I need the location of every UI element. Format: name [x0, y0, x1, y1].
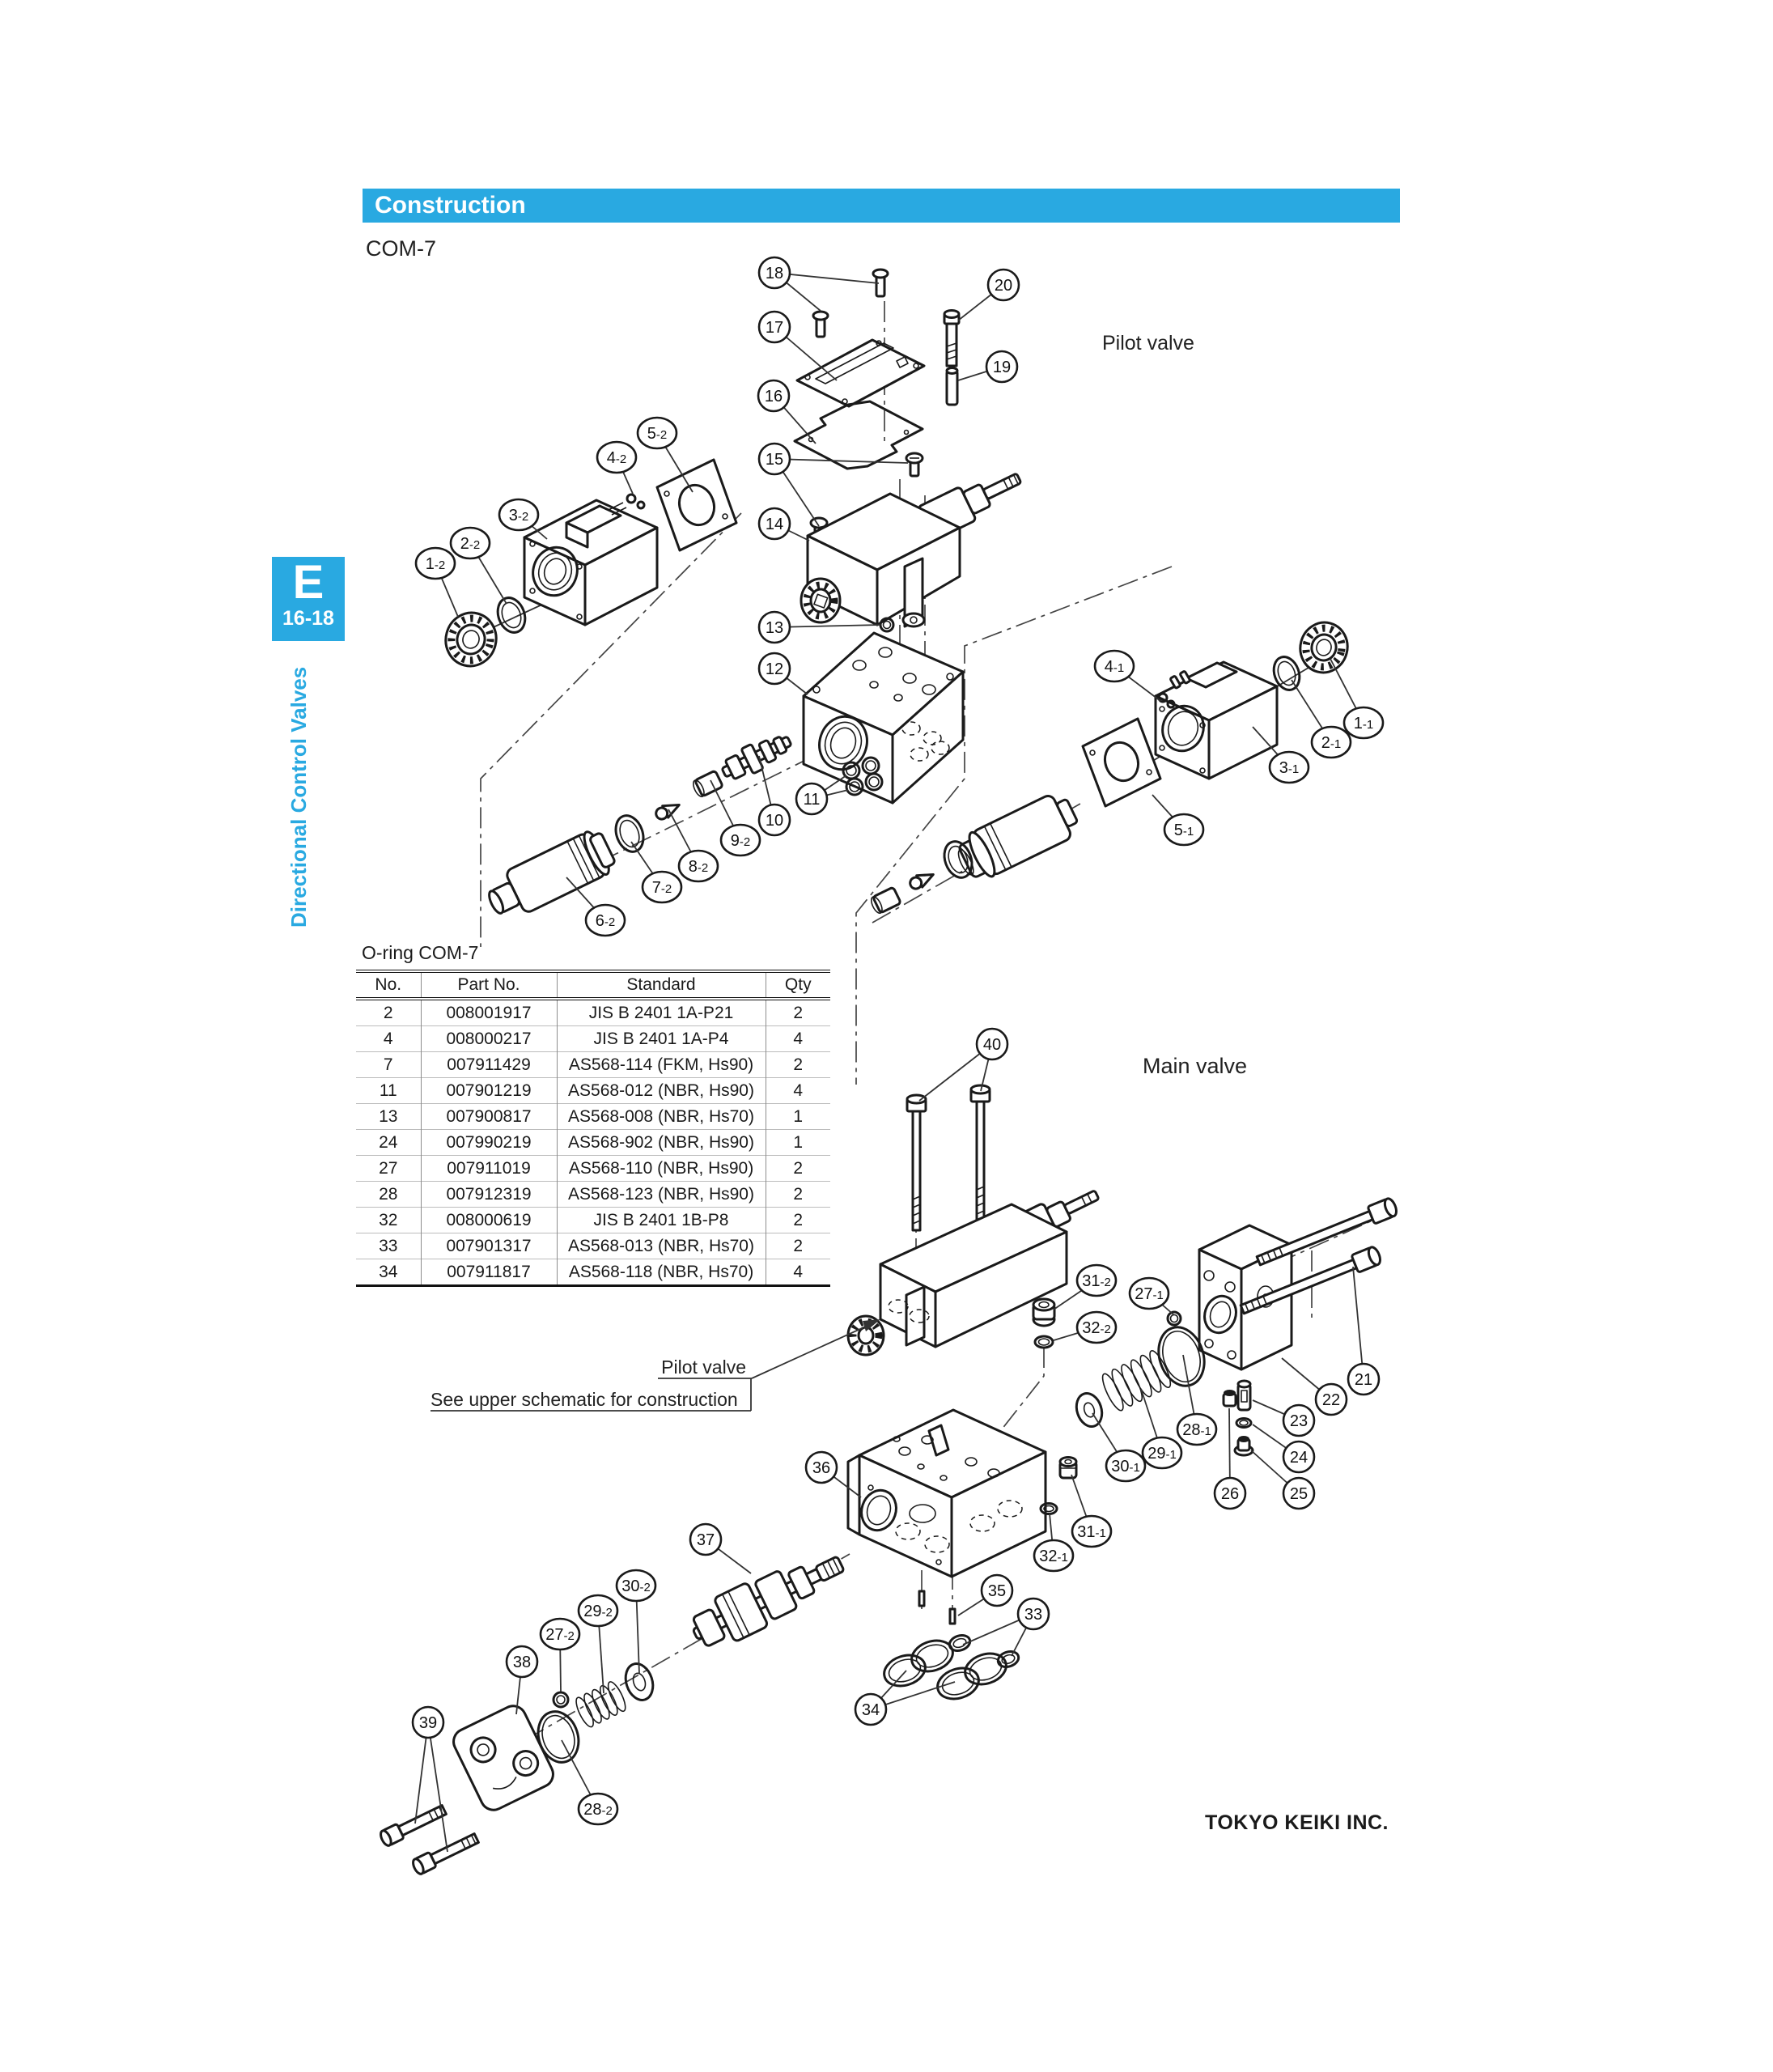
balloon-39 — [413, 1707, 443, 1738]
balloon-10 — [759, 805, 790, 835]
oring-24-icon — [1236, 1419, 1251, 1428]
table-cell: 2 — [766, 1182, 830, 1208]
sleeve-9-1-icon — [869, 887, 901, 915]
solenoid-housing-3-2-icon — [524, 495, 657, 625]
screw-18b-icon — [813, 312, 828, 337]
table-cell: 11 — [356, 1078, 421, 1104]
pilot-spool-10-icon — [718, 728, 795, 785]
balloon-4-1 — [1095, 651, 1134, 681]
svg-text:27-1: 27-1 — [1135, 1285, 1164, 1303]
balloon-33 — [1018, 1599, 1049, 1629]
svg-text:23: 23 — [1289, 1412, 1309, 1430]
svg-text:40: 40 — [982, 1036, 1002, 1054]
svg-text:9-2: 9-2 — [730, 832, 751, 850]
main-spool-37-icon — [685, 1542, 851, 1657]
column-header: Part No. — [421, 971, 557, 999]
washer-30-1-icon — [1072, 1390, 1106, 1429]
svg-text:35: 35 — [987, 1582, 1007, 1600]
svg-text:2-2: 2-2 — [460, 535, 481, 553]
svg-text:12: 12 — [765, 660, 784, 678]
table-cell: JIS B 2401 1A-P21 — [557, 999, 766, 1026]
svg-text:30-2: 30-2 — [621, 1577, 651, 1595]
balloon-31-1 — [1072, 1516, 1111, 1547]
column-header: No. — [356, 971, 421, 999]
table-row — [356, 1156, 830, 1182]
svg-text:17: 17 — [765, 319, 784, 337]
svg-text:3-2: 3-2 — [508, 507, 529, 524]
table-row — [356, 1026, 830, 1052]
svg-text:37: 37 — [696, 1531, 715, 1549]
table-cell: 007990219 — [421, 1130, 557, 1156]
balloon-2-2 — [451, 528, 490, 558]
svg-text:14: 14 — [765, 516, 784, 533]
bolt-20-icon — [944, 311, 959, 367]
balloon-30-1 — [1106, 1450, 1145, 1481]
svg-text:33: 33 — [1024, 1606, 1043, 1624]
table-cell: 28 — [356, 1182, 421, 1208]
balloon-21 — [1348, 1364, 1379, 1395]
main-valve-body-icon — [848, 1410, 1046, 1624]
balloon-29-1 — [1143, 1437, 1181, 1468]
svg-text:21: 21 — [1354, 1371, 1373, 1389]
balloon-12 — [759, 653, 790, 684]
balloon-5-2 — [638, 418, 677, 448]
oring-set-34-icon — [880, 1636, 1011, 1704]
table-cell: 4 — [766, 1259, 830, 1286]
svg-text:29-2: 29-2 — [583, 1603, 613, 1620]
svg-text:2-1: 2-1 — [1321, 734, 1342, 752]
balloon-6-2 — [586, 905, 625, 936]
svg-text:10: 10 — [765, 812, 784, 830]
table-cell: AS568-012 (NBR, Hs90) — [557, 1078, 766, 1104]
balloon-16 — [758, 380, 789, 411]
balloon-5-1 — [1164, 814, 1203, 845]
balloon-23 — [1283, 1405, 1314, 1436]
table-cell: 4 — [766, 1026, 830, 1052]
table-cell: AS568-008 (NBR, Hs70) — [557, 1104, 766, 1130]
table-cell: 2 — [766, 1052, 830, 1078]
balloon-4-2 — [597, 442, 636, 473]
balloon-30-2 — [617, 1570, 655, 1601]
leader-line — [1353, 1267, 1364, 1379]
svg-text:24: 24 — [1289, 1449, 1309, 1467]
table-row — [356, 1052, 830, 1078]
poppet-8-2-icon — [654, 799, 682, 822]
table-row — [356, 1130, 830, 1156]
section-title: Construction — [375, 192, 526, 219]
balloon-13 — [759, 612, 790, 643]
spring-29-2-icon — [573, 1679, 629, 1729]
svg-text:19: 19 — [992, 359, 1012, 376]
table-cell: 4 — [766, 1078, 830, 1104]
svg-text:15: 15 — [765, 451, 784, 469]
pilot-valve-body-icon — [801, 461, 1027, 626]
bolt-40a-icon — [907, 1095, 926, 1230]
svg-text:5-1: 5-1 — [1173, 822, 1194, 839]
screw-15-icon — [906, 453, 923, 476]
svg-text:4-1: 4-1 — [1104, 658, 1125, 676]
oring-27-2-icon — [554, 1692, 568, 1707]
svg-text:31-1: 31-1 — [1077, 1523, 1106, 1541]
svg-text:28-1: 28-1 — [1182, 1421, 1211, 1439]
plug-26-icon — [1224, 1390, 1236, 1406]
table-cell: 4 — [356, 1026, 421, 1052]
svg-text:1-1: 1-1 — [1353, 715, 1374, 732]
table-cell: 1 — [766, 1104, 830, 1130]
table-cell: 008001917 — [421, 999, 557, 1026]
balloon-3-1 — [1270, 752, 1309, 783]
svg-text:32-1: 32-1 — [1039, 1548, 1068, 1565]
balloon-11 — [796, 783, 827, 814]
manifold-block-12-icon — [804, 633, 963, 803]
table-row — [356, 1078, 830, 1104]
main-valve-label: Main valve — [1143, 1054, 1248, 1078]
table-cell: 2 — [356, 999, 421, 1026]
balloon-28-2 — [579, 1794, 617, 1824]
table-cell: AS568-110 (NBR, Hs90) — [557, 1156, 766, 1182]
balloon-32-1 — [1034, 1540, 1073, 1571]
svg-text:16: 16 — [764, 388, 783, 405]
table-cell: 007911019 — [421, 1156, 557, 1182]
balloon-28-1 — [1177, 1414, 1216, 1445]
table-cell: 1 — [766, 1130, 830, 1156]
table-cell: AS568-123 (NBR, Hs90) — [557, 1182, 766, 1208]
table-cell: 008000619 — [421, 1208, 557, 1233]
section-tab — [272, 557, 345, 641]
svg-text:5-2: 5-2 — [647, 425, 668, 443]
table-cell: 13 — [356, 1104, 421, 1130]
oring-2-2-icon — [493, 594, 529, 636]
company-name: TOKYO KEIKI INC. — [1205, 1811, 1389, 1834]
model-code: COM-7 — [366, 236, 436, 261]
svg-text:7-2: 7-2 — [651, 879, 672, 897]
balloon-1-2 — [416, 548, 455, 579]
table-cell: 007901219 — [421, 1078, 557, 1104]
svg-text:11: 11 — [803, 791, 821, 809]
svg-text:30-1: 30-1 — [1111, 1458, 1140, 1475]
balloon-37 — [690, 1524, 721, 1555]
plug-31-2-icon — [1033, 1299, 1054, 1326]
table-cell: AS568-114 (FKM, Hs90) — [557, 1052, 766, 1078]
table-cell: AS568-118 (NBR, Hs70) — [557, 1259, 766, 1286]
svg-text:38: 38 — [512, 1654, 532, 1671]
table-row — [356, 1259, 830, 1286]
balloon-38 — [507, 1646, 537, 1677]
table-cell: 2 — [793, 1003, 804, 1022]
table-cell: 007912319 — [421, 1182, 557, 1208]
balloon-17 — [759, 312, 790, 342]
mounting-plate-5-1-icon — [1083, 719, 1160, 806]
balloon-27-1 — [1130, 1278, 1169, 1309]
svg-text:34: 34 — [861, 1701, 880, 1719]
sidebar-category-label: Directional Control Valves — [286, 666, 311, 928]
oring-7-2-icon — [611, 812, 648, 856]
table-row — [356, 1233, 830, 1259]
table-row — [356, 1208, 830, 1233]
table-row — [356, 1182, 830, 1208]
table-cell: 24 — [356, 1130, 421, 1156]
balloon-29-2 — [579, 1595, 617, 1626]
table-cell: JIS B 2401 1A-P4 — [557, 1026, 766, 1052]
balloon-19 — [986, 351, 1017, 382]
svg-text:18: 18 — [765, 265, 784, 282]
balloon-8-2 — [679, 851, 718, 881]
column-header: Standard — [557, 971, 766, 999]
svg-text:13: 13 — [765, 619, 784, 637]
svg-text:4-2: 4-2 — [606, 449, 627, 467]
svg-text:8-2: 8-2 — [688, 858, 709, 876]
pin-19-icon — [947, 368, 957, 405]
balloon-40 — [977, 1029, 1007, 1059]
oring-table-container — [356, 970, 830, 1287]
table-row — [356, 999, 830, 1026]
table-cell: 008000217 — [421, 1026, 557, 1052]
leader-line — [774, 459, 908, 463]
oring-parts-table — [356, 970, 830, 1287]
balloon-32-2 — [1077, 1312, 1116, 1343]
section-title-bar — [363, 189, 1400, 223]
balloon-26 — [1215, 1478, 1245, 1509]
balloon-2-1 — [1312, 727, 1351, 758]
section-tab-letter: E — [292, 556, 324, 609]
balloon-20 — [988, 270, 1019, 300]
svg-text:6-2: 6-2 — [595, 912, 616, 930]
balloon-7-2 — [643, 872, 681, 902]
knurled-nut-1-1-icon — [1295, 618, 1353, 678]
table-row — [356, 1104, 830, 1130]
table-cell: 2 — [766, 1233, 830, 1259]
svg-text:27-2: 27-2 — [545, 1626, 575, 1644]
balloon-27-2 — [541, 1619, 579, 1650]
table-cell: 32 — [356, 1208, 421, 1233]
balloon-18 — [759, 257, 790, 288]
balloon-9-2 — [721, 825, 760, 856]
table-cell: 007900817 — [421, 1104, 557, 1130]
balloon-34 — [855, 1694, 886, 1725]
pin-23-icon — [1238, 1381, 1250, 1410]
table-cell: 007911429 — [421, 1052, 557, 1078]
svg-text:1-2: 1-2 — [425, 555, 446, 573]
svg-text:39: 39 — [418, 1714, 438, 1732]
bolt-39a-icon — [379, 1802, 447, 1847]
plug-31-1-icon — [1060, 1458, 1076, 1479]
gasket-16-icon — [795, 401, 923, 469]
pilot-ref-label: Pilot valve — [661, 1357, 746, 1378]
balloon-36 — [806, 1452, 837, 1483]
knurled-nut-1-2-icon — [440, 607, 503, 672]
leader-line — [428, 1722, 447, 1852]
svg-text:28-2: 28-2 — [583, 1801, 613, 1819]
svg-text:36: 36 — [812, 1459, 831, 1477]
balloon-25 — [1283, 1478, 1314, 1509]
balloon-3-2 — [499, 499, 538, 530]
svg-text:29-1: 29-1 — [1147, 1445, 1177, 1463]
table-cell: AS568-902 (NBR, Hs90) — [557, 1130, 766, 1156]
table-cell: 33 — [356, 1233, 421, 1259]
balloon-14 — [759, 508, 790, 539]
svg-text:26: 26 — [1220, 1485, 1240, 1503]
plug-25-icon — [1235, 1436, 1253, 1455]
balloon-1-1 — [1344, 707, 1383, 738]
pilot-valve-top-label: Pilot valve — [1102, 332, 1194, 355]
balloon-35 — [982, 1575, 1012, 1606]
table-header-row — [356, 971, 830, 999]
balloon-24 — [1283, 1441, 1314, 1472]
table-cell: 2 — [766, 1208, 830, 1233]
table-cell: 7 — [356, 1052, 421, 1078]
oring-set-33-icon — [948, 1633, 1020, 1669]
oring-27-1-icon — [1168, 1312, 1181, 1325]
table-cell: 2 — [766, 1156, 830, 1182]
svg-text:22: 22 — [1321, 1391, 1341, 1409]
svg-text:3-1: 3-1 — [1279, 759, 1300, 777]
bolt-40b-icon — [971, 1085, 990, 1221]
column-header: Qty — [766, 971, 830, 999]
pilot-ref-note: See upper schematic for construction — [431, 1389, 738, 1410]
oring-32-2-icon — [1035, 1336, 1053, 1348]
table-cell: 007901317 — [421, 1233, 557, 1259]
oring-table-title: O-ring COM-7 — [362, 942, 479, 963]
poppet-8-1-icon — [908, 868, 936, 891]
table-cell: JIS B 2401 1B-P8 — [557, 1208, 766, 1233]
table-cell: 27 — [356, 1156, 421, 1182]
table-cell: 34 — [356, 1259, 421, 1286]
balloon-22 — [1316, 1384, 1347, 1415]
svg-text:20: 20 — [994, 277, 1013, 295]
svg-text:31-2: 31-2 — [1082, 1272, 1111, 1290]
balloon-31-2 — [1077, 1265, 1116, 1296]
mounting-plate-5-2-icon — [657, 460, 736, 550]
table-cell: 007911817 — [421, 1259, 557, 1286]
cover-plate-17-icon — [797, 340, 924, 406]
balloon-15 — [759, 444, 790, 474]
section-tab-pages: 16-18 — [282, 607, 334, 630]
svg-text:32-2: 32-2 — [1082, 1319, 1111, 1337]
svg-text:25: 25 — [1289, 1485, 1309, 1503]
table-cell: AS568-013 (NBR, Hs70) — [557, 1233, 766, 1259]
solenoid-housing-3-1-icon — [1156, 662, 1277, 779]
